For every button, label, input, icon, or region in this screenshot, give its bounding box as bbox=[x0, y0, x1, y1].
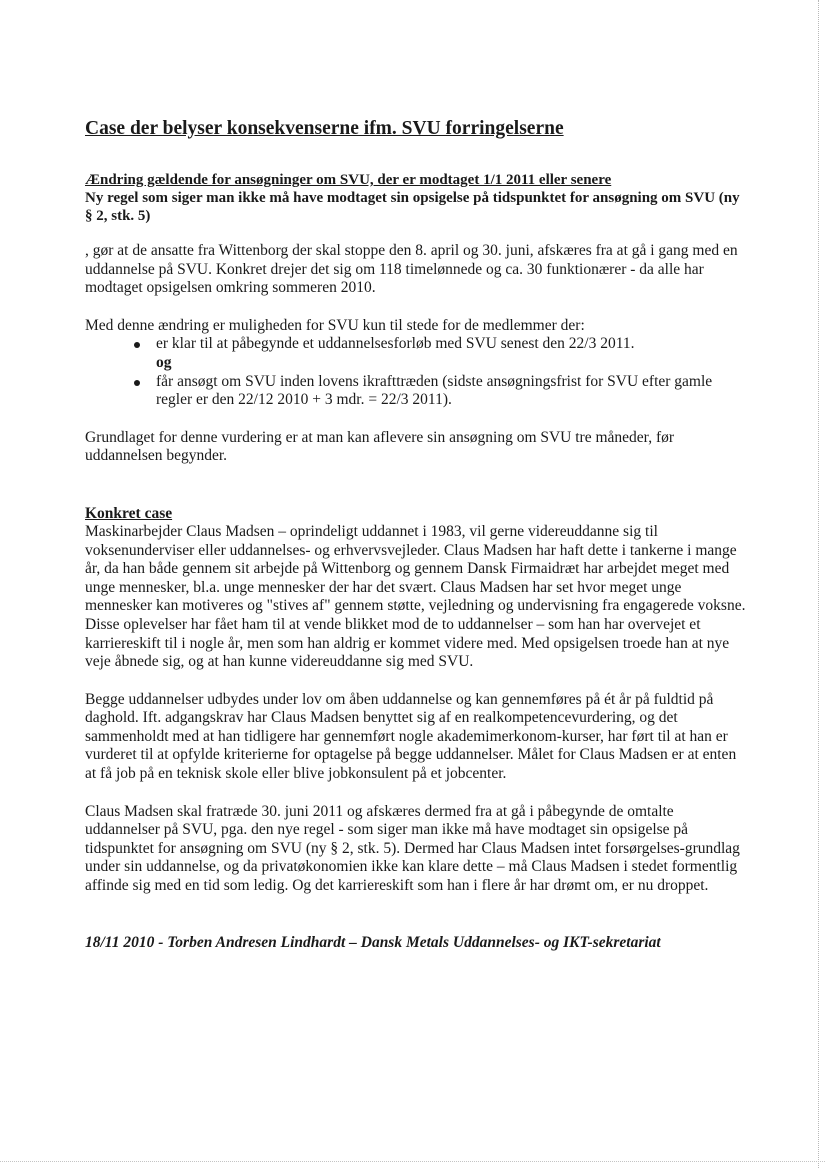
document-footer: 18/11 2010 - Torben Andresen Lindhardt – Dansk Metals Uddannelses- og IKT-sekretariat bbox=[85, 933, 661, 951]
case-paragraph: Claus Madsen skal fratræde 30. juni 2011 og afskæres dermed fra at gå i påbegynde de omtalte uddannelser på SVU, pga. den nye regel - som siger man ikke må have modtaget sin opsigelse på tidspunktet for ansøgning om SVU (ny § 2, stk. 5). Dermed har Claus Madsen intet forsørgelses-grundlag under sin uddannelse, og da privatøkonomien ikke kan klare dette – må Claus Madsen i stedet formentlig affinde sig med en tid som ledig. Og det karriereskift som han i flere år har drømt om, er nu droppet. bbox=[85, 802, 740, 895]
change-heading: Ændring gældende for ansøgninger om SVU, der er modtaget 1/1 2011 eller senere bbox=[85, 172, 612, 188]
bullet-icon bbox=[134, 380, 140, 386]
bullet-icon bbox=[134, 342, 140, 348]
conditions-list bbox=[85, 335, 750, 409]
page-edge-bottom bbox=[0, 1161, 825, 1162]
intro-paragraph: , gør at de ansatte fra Wittenborg der skal stoppe den 8. april og 30. juni, afskæres fra at gå i gang med en uddannelse på SVU. Konkret drejer det sig om 118 timelønnede og ca. 30 funktionærer - da alle har modtaget opsigelsen omkring sommeren 2010. bbox=[85, 242, 738, 297]
case-paragraph: Maskinarbejder Claus Madsen – oprindeligt uddannet i 1983, vil gerne videreuddanne sig til voksenunderviser eller uddannelses- og erhvervsvejleder. Claus Madsen har haft dette i tankerne i mange år, da han både gennem sit arbejde på Wittenborg og gennem Dansk Firmaidræt har arbejdet meget med unge mennesker, bl.a. unge mennesker der har det svært. Claus Madsen har set hvor meget unge mennesker kan motiveres og "stives af" gennem støtte, vejledning og undervisning fra engagerede voksne. Disse oplevelser har fået ham til at vende blikket mod de to uddannelser – som han har overvejet et karriereskift til i nogle år, men som han aldrig er kommet videre med. Med opsigelsen troede han at nye veje åbnede sig, og at han kunne videreuddanne sig med SVU. bbox=[85, 522, 746, 671]
condition-text: får ansøgt om SVU inden lovens ikrafttræden (sidste ansøgningsfrist for SVU efter gamle regler er den 22/12 2010 + 3 mdr. = 22/3 2011). bbox=[156, 372, 713, 409]
case-paragraph: Begge uddannelser udbydes under lov om åben uddannelse og kan gennemføres på ét år på fuldtid på daghold. Ift. adgangskrav har Claus Madsen benyttet sig af en realkompetencevurdering, og det sammenholdt med at han tidligere har gennemført nogle akademimerkonom-kurser, har ført til at han er vurderet til at opfylde kriterierne for optagelse på begge uddannelser. Målet for Claus Madsen er at enten at få job på en teknisk skole eller blive jobkonsulent på et jobcenter. bbox=[85, 690, 737, 783]
conditions-connector: og bbox=[156, 353, 172, 371]
condition-item bbox=[134, 335, 750, 354]
case-heading: Konkret case bbox=[85, 504, 173, 522]
page-edge-right bbox=[818, 0, 819, 1168]
document-title: Case der belyser konsekvenserne ifm. SVU forringelserne bbox=[85, 118, 564, 139]
basis-paragraph: Grundlaget for denne vurdering er at man kan aflevere sin ansøgning om SVU tre måneder, før uddannelsen begynder. bbox=[85, 428, 675, 465]
condition-text: er klar til at påbegynde et uddannelsesforløb med SVU senest den 22/3 2011. bbox=[156, 335, 635, 353]
conditions-intro: Med denne ændring er muligheden for SVU kun til stede for de medlemmer der: bbox=[85, 316, 585, 334]
condition-item bbox=[134, 373, 750, 410]
rule-heading: Ny regel som siger man ikke må have modtaget sin opsigelse på tidspunktet for ansøgning om SVU (ny § 2, stk. 5) bbox=[85, 190, 740, 224]
document-body bbox=[85, 117, 750, 952]
